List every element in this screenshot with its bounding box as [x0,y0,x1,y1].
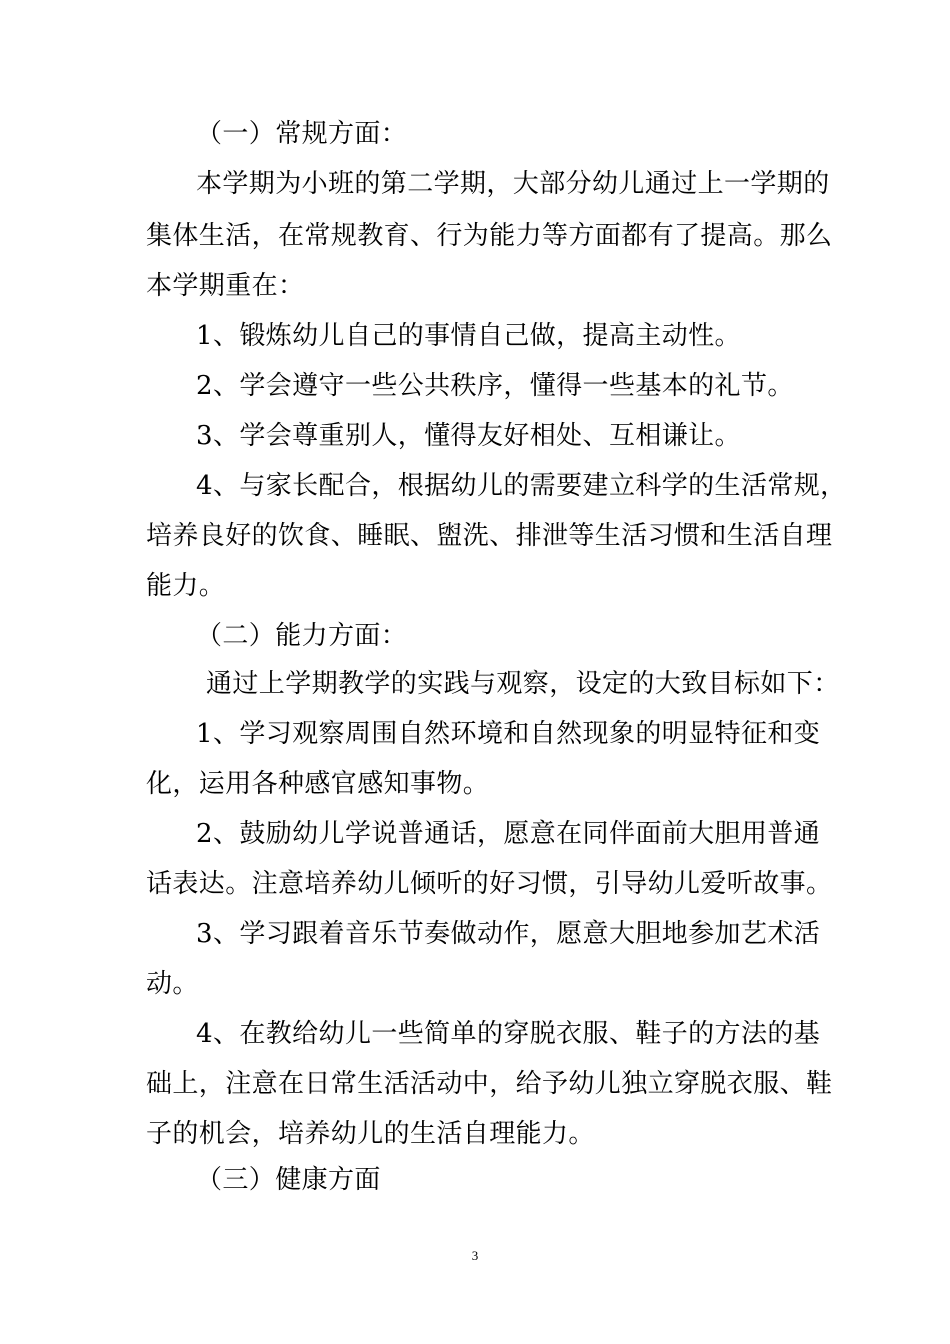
list-item: 3、学习跟着音乐节奏做动作，愿意大胆地参加艺术活 [196,919,821,949]
paragraph-line: 子的机会，培养幼儿的生活自理能力。 [146,1119,595,1149]
section-heading-routine: （一）常规方面： [196,119,408,149]
paragraph-line: 动。 [146,969,199,999]
list-item: 1、锻炼幼儿自己的事情自己做，提高主动性。 [196,321,741,351]
list-item: 3、学会尊重别人，懂得友好相处、互相谦让。 [196,421,741,451]
list-item: 1、学习观察周围自然环境和自然现象的明显特征和变 [196,719,821,749]
list-item: 4、在教给幼儿一些简单的穿脱衣服、鞋子的方法的基 [196,1019,821,1049]
paragraph-line: 培养良好的饮食、睡眠、盥洗、排泄等生活习惯和生活自理 [146,521,833,551]
paragraph-line: 集体生活，在常规教育、行为能力等方面都有了提高。那么 [146,221,833,251]
list-item: 2、鼓励幼儿学说普通话，愿意在同伴面前大胆用普通 [196,819,821,849]
paragraph-line: 础上，注意在日常生活活动中，给予幼儿独立穿脱衣服、鞋 [146,1069,833,1099]
paragraph-line: 能力。 [146,571,226,601]
list-item: 2、学会遵守一些公共秩序，懂得一些基本的礼节。 [196,371,794,401]
page-number: 3 [471,1248,479,1263]
paragraph-line: 本学期重在： [146,271,305,301]
section-heading-health: （三）健康方面 [196,1165,381,1195]
section-heading-ability: （二）能力方面： [196,621,408,651]
paragraph-line: 话表达。注意培养幼儿倾听的好习惯，引导幼儿爱听故事。 [146,869,833,899]
list-item: 4、与家长配合，根据幼儿的需要建立科学的生活常规， [196,471,847,501]
paragraph-line: 化，运用各种感官感知事物。 [146,769,490,799]
paragraph-line: 通过上学期教学的实践与观察，设定的大致目标如下： [206,669,840,699]
paragraph-line: 本学期为小班的第二学期，大部分幼儿通过上一学期的 [196,169,830,199]
